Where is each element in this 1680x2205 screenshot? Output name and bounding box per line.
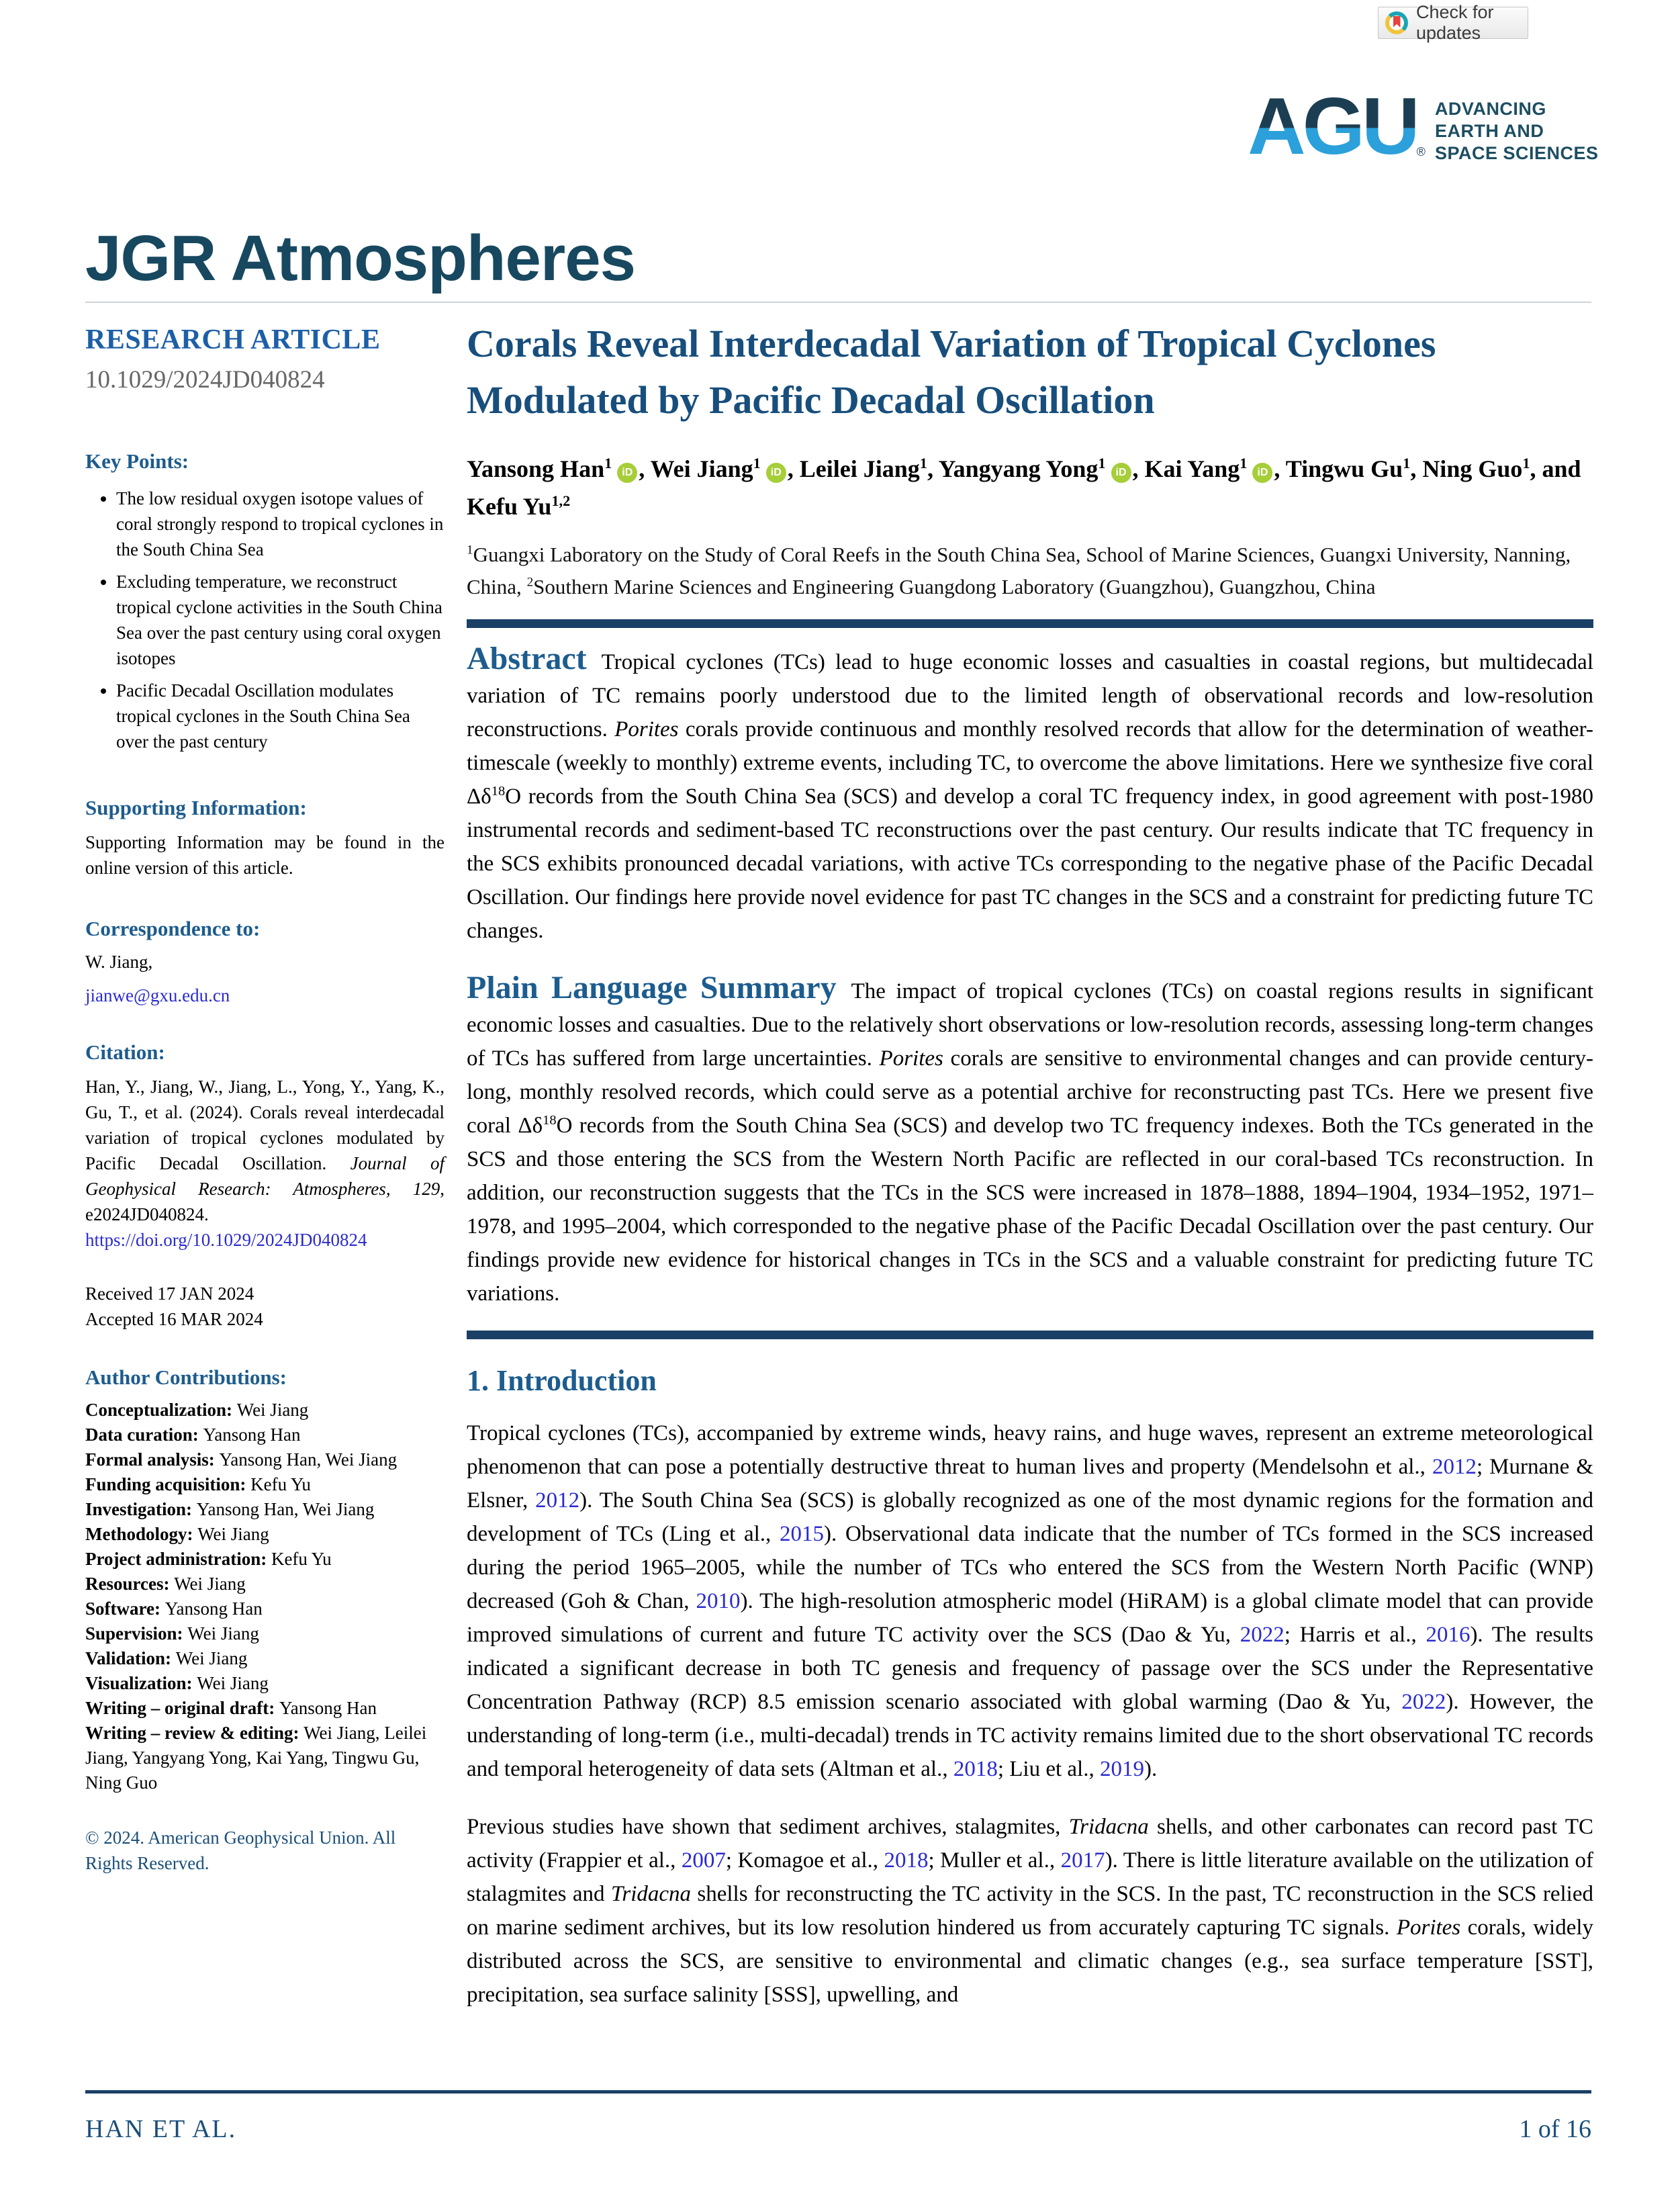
abstract-text: Tropical cyclones (TCs) lead to huge economic losses and casualties in coastal regions, but multidecadal variation of TC remains poorly understood due to the limited length of observational records and low-resolution reconstructions. Porites corals provide continuous and monthly resolved records that allow for the determination of weather-timescale (weekly to monthly) extreme events, including TC, to overcome the above limitations. Here we synthesize five coral $\Delta\delta^{18}O$ records from the South China Sea (SCS) and develop a coral TC frequency index, in good agreement with post-1980 instrumental records and sediment-based TC reconstructions over the past century. Our results indicate that TC frequency in the SCS exhibits pronounced decadal variations, with active TCs corresponding to the negative phase of the Pacific Decadal Oscillation. Our findings here provide novel evidence for past TC changes in the SCS and a constraint for predicting future TC changes. [467,650,1594,943]
affiliations: $^1$Guangxi Laboratory on the Study of Coral Reefs in the South China Sea, School of Marine Sciences, Guangxi University, Nanning, China, $^2$Southern Marine Sciences and Engineering Guangdong Laboratory (Guangzhou), Guangzhou, China [467,543,1571,598]
contribution-role-label: Data curation: [85,1425,203,1445]
plain-language-summary-heading: Plain Language Summary [467,970,837,1005]
contribution-role-label: Visualization: [85,1673,197,1693]
superscript: 18 [543,1113,557,1128]
footer-page-number: 1 of 16 [1519,2115,1591,2143]
correspondence-heading: Correspondence to: [85,917,261,940]
inline-link[interactable]: 2015 [780,1522,825,1546]
key-points-heading: Key Points: [85,449,189,473]
superscript: 18 [491,784,506,799]
article-doi: 10.1029/2024JD040824 [85,366,325,394]
contribution-names: Yansong Han [203,1425,301,1445]
contribution-role-label: Software: [85,1599,165,1619]
author-contributions-list [85,1398,445,1795]
inline-link[interactable]: 2019 [1099,1757,1144,1781]
superscript: 1,2 [551,492,571,509]
article-title-line2: Modulated by Pacific Decadal Oscillation [467,378,1155,422]
supporting-information-heading: Supporting Information: [85,796,307,819]
contribution-role-label: Validation: [85,1648,176,1668]
article-title-line1: Corals Reveal Interdecadal Variation of Tropical Cyclones [467,322,1436,365]
superscript: 2 [526,575,534,590]
contribution-names: Wei Jiang [197,1673,269,1693]
contribution-names: Yansong Han, Wei Jiang [196,1499,375,1519]
contribution-names: Kefu Yu [250,1474,311,1494]
contribution-row [85,1596,445,1621]
contribution-row [85,1621,445,1646]
abstract-heading: Abstract [467,641,587,676]
copyright-notice: © 2024. American Geophysical Union. All Rights Reserved. [85,1828,396,1873]
contribution-names: Wei Jiang [197,1524,269,1544]
accepted-date: Accepted 16 MAR 2024 [85,1309,263,1329]
agu-registered-mark: ® [1416,145,1426,159]
emphasized-text: 129 [412,1179,440,1199]
received-accepted-dates [85,1281,445,1332]
introduction-heading: 1. Introduction [467,1364,657,1397]
orcid-icon[interactable]: iD [617,463,637,483]
emphasized-text: Tridacna [1068,1815,1149,1839]
abstract-section [467,641,1594,948]
author-contributions-heading: Author Contributions: [85,1365,287,1389]
contribution-row [85,1472,445,1497]
citation-heading: Citation: [85,1040,165,1064]
article-type-label: RESEARCH ARTICLE [85,324,381,355]
contribution-names: Wei Jiang [174,1574,246,1594]
superscript: 1 [1522,455,1530,471]
contribution-row [85,1447,445,1472]
contribution-names: Yansong Han [279,1698,377,1718]
inline-link[interactable]: 2007 [681,1848,726,1873]
check-for-updates-button[interactable] [1378,2,1528,43]
contribution-role-label: Funding acquisition: [85,1474,251,1494]
contribution-row [85,1671,445,1696]
received-date: Received 17 JAN 2024 [85,1284,254,1304]
contribution-names: Kefu Yu [271,1549,332,1569]
contribution-names: Yansong Han, Wei Jiang [219,1449,398,1470]
contribution-row [85,1398,445,1423]
introduction-paragraph-2: Previous studies have shown that sediment archives, stalagmites, Tridacna shells, and other carbonates can record past TC activity (Frappier et al., 2007; Komagoe et al., 2018; Muller et al., 2017). There is little literature available on the utilization of stalagmites and Tridacna shells for reconstructing the TC activity in the SCS. In the past, TC reconstruction in the SCS relied on marine sediment archives, but its low resolution hindered us from accurately capturing TC signals. Porites corals, widely distributed across the SCS, are sensitive to environmental and climatic changes (e.g., sea surface temperature [SST], precipitation, sea surface salinity [SSS], upwelling, and [467,1815,1594,2007]
key-point-item: • The low residual oxygen isotope values of coral strongly respond to tropical cyclones in the South China Sea [116,486,445,562]
footer-divider [85,2090,1591,2094]
contribution-names: Wei Jiang, Leilei Jiang, Yangyang Yong, Kai Yang, Tingwu Gu, Ning Guo [85,1723,427,1793]
contribution-role-label: Methodology: [85,1524,198,1544]
contribution-role-label: Resources: [85,1574,175,1594]
supporting-information-text: Supporting Information may be found in the online version of this article. [85,832,445,878]
section-divider-bar [467,1331,1593,1339]
crossmark-icon [1385,11,1408,34]
superscript: 1 [1240,455,1248,471]
contribution-row [85,1646,445,1671]
superscript: 1 [753,455,761,471]
emphasized-text: Tridacna [610,1882,692,1906]
orcid-icon[interactable]: iD [1252,463,1272,483]
agu-logo-letters: AGU [1248,81,1417,171]
journal-title: JGR Atmospheres [85,222,635,294]
author-list: Yansong Han$^1$iD , Wei Jiang$^1$iD , Leilei Jiang$^1$, Yangyang Yong$^1$iD , Kai Yang$^1$iD , Tingwu Gu$^1$, Ning Guo$^1$, and Kefu Yu$^{1,2}$ [467,455,1581,520]
correspondence-name: W. Jiang, [85,952,153,972]
agu-logo [1248,81,1599,171]
contribution-names: Wei Jiang [187,1623,259,1644]
inline-link[interactable]: 2017 [1060,1848,1105,1873]
contribution-role-label: Project administration: [85,1549,271,1569]
emphasized-text: Journal of Geophysical Research: Atmospheres [85,1153,445,1199]
superscript: 1 [919,455,927,471]
inline-link[interactable]: 2010 [696,1589,741,1613]
contribution-role-label: Investigation: [85,1499,197,1519]
contribution-role-label: Formal analysis: [85,1449,220,1470]
check-for-updates-label: Check for updates [1416,2,1494,43]
inline-link[interactable]: 2022 [1401,1690,1446,1714]
article-title [467,316,1593,429]
agu-tagline: ADVANCING EARTH AND SPACE SCIENCES [1434,99,1599,163]
inline-link[interactable]: 2018 [884,1848,929,1873]
contribution-role-label: Writing – original draft: [85,1698,279,1718]
article-main-column [467,316,1593,2012]
contribution-row [85,1547,445,1572]
citation-text: Han, Y., Jiang, W., Jiang, L., Yong, Y., Yang, K., Gu, T., et al. (2024). Corals reveal interdecadal variation of tropical cyclones modulated by Pacific Decadal Oscillation. Journal of Geophysical Research: Atmospheres, 129, e2024JD040824. https://doi.org/10.1029/2024JD040824 [85,1077,445,1250]
emphasized-text: Porites [879,1046,943,1071]
correspondence-email-link[interactable]: jianwe@gxu.edu.cn [85,985,230,1005]
section-divider-bar [467,619,1593,628]
superscript: 1 [1403,455,1411,471]
orcid-icon[interactable]: iD [766,463,786,483]
key-points-list [85,486,445,754]
contribution-row [85,1572,445,1596]
inline-link[interactable]: 2012 [1432,1455,1477,1479]
superscript: 1 [604,455,612,471]
contribution-names: Wei Jiang [175,1648,248,1668]
contribution-row [85,1423,445,1447]
plain-language-summary-text: The impact of tropical cyclones (TCs) on coastal regions results in significant economic losses and casualties. Due to the relatively short observations or low-resolution records, assessing long-term changes of TCs has suffered from large uncertainties. Porites corals are sensitive to environmental changes and can provide century-long, monthly resolved records, which could serve as a potential archive for reconstructing past TCs. Here we present five coral $\Delta\delta^{18}O$ records from the South China Sea (SCS) and develop two TC frequency indexes. Both the TCs generated in the SCS and those entering the SCS from the Western North Pacific are reflected in our coral-based TCs reconstruction. In addition, our reconstruction suggests that the TCs in the SCS were increased in 1878–1888, 1894–1904, 1934–1952, 1971–1978, and 1995–2004, which corresponded to the negative phase of the Pacific Decadal Oscillation over the past century. Our findings provide new evidence for historical changes in TCs in the SCS and a valuable constraint for predicting future TC variations. [467,979,1594,1306]
superscript: 1 [467,543,473,557]
contribution-row [85,1522,445,1547]
inline-link[interactable]: 2016 [1426,1623,1471,1647]
orcid-icon[interactable]: iD [1111,463,1131,483]
emphasized-text: Porites [614,717,679,741]
footer-running-authors: HAN ET AL. [85,2115,237,2143]
inline-link[interactable]: https://doi.org/10.1029/2024JD040824 [85,1230,367,1250]
superscript: 1 [1098,455,1106,471]
inline-link[interactable]: 2018 [953,1757,998,1781]
contribution-role-label: Supervision: [85,1623,188,1644]
key-point-item: • Pacific Decadal Oscillation modulates tropical cyclones in the South China Sea over the past century [116,678,445,754]
contribution-role-label: Conceptualization: [85,1400,237,1420]
contribution-row [85,1497,445,1522]
emphasized-text: Porites [1396,1916,1461,1940]
key-point-item: • Excluding temperature, we reconstruct tropical cyclone activities in the South China Sea over the past century using coral oxygen isotopes [116,569,445,671]
contribution-names: Yansong Han [165,1599,263,1619]
left-sidebar [85,324,445,1876]
header-divider [85,302,1591,303]
inline-link[interactable]: 2022 [1240,1623,1285,1647]
emphasized-text: , [385,1179,413,1199]
contribution-row [85,1696,445,1721]
contribution-names: Wei Jiang [236,1400,309,1420]
contribution-role-label: Writing – review & editing: [85,1723,304,1743]
contribution-row [85,1721,445,1795]
plain-language-summary-section [467,970,1594,1310]
inline-link[interactable]: 2012 [535,1488,580,1513]
introduction-paragraph-1: Tropical cyclones (TCs), accompanied by extreme winds, heavy rains, and huge waves, represent an extreme meteorological phenomenon that can pose a potentially destructive threat to human lives and property (Mendelsohn et al., 2012; Murnane & Elsner, 2012). The South China Sea (SCS) is globally recognized as one of the most dynamic regions for the formation and development of TCs (Ling et al., 2015). Observational data indicate that the number of TCs formed in the SCS increased during the period 1965–2005, while the number of TCs who entered the SCS from the Western North Pacific (WNP) decreased (Goh & Chan, 2010). The high-resolution atmospheric model (HiRAM) is a global climate model that can provide improved simulations of current and future TC activity over the SCS (Dao & Yu, 2022; Harris et al., 2016). The results indicated a significant decrease in both TC genesis and frequency of passage over the SCS under the Representative Concentration Pathway (RCP) 8.5 emission scenario associated with global warming (Dao & Yu, 2022). However, the understanding of long-term (i.e., multi-decadal) trends in TC activity remains limited due to the short observational TC records and temporal heterogeneity of data sets (Altman et al., 2018; Liu et al., 2019). [467,1421,1593,1781]
